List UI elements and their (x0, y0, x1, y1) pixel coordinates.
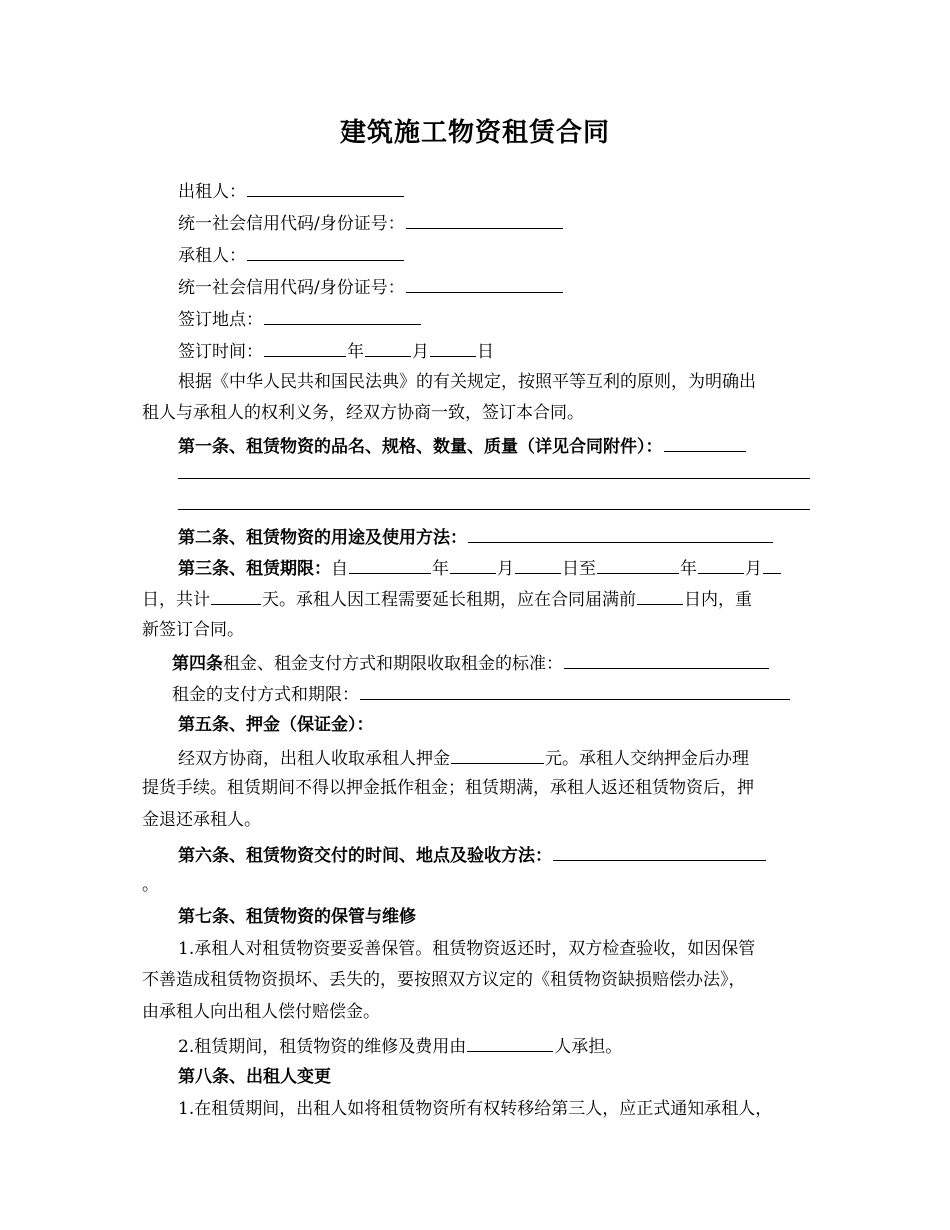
article-5-line-1 (178, 745, 749, 771)
extension-text: 天。承租人因工程需要延长租期，应在合同届满前 (262, 590, 636, 610)
start-year-blank[interactable] (349, 555, 431, 574)
sign-month-blank[interactable] (365, 338, 411, 357)
article-3-line-3: 新签订合同。 (142, 620, 244, 640)
maintenance-party-blank[interactable] (467, 1033, 553, 1052)
start-month-blank[interactable] (450, 555, 496, 574)
sign-time-line (178, 338, 494, 364)
article-4-line-1 (172, 650, 770, 676)
article-5-line-3: 金退还承租人。 (142, 810, 261, 830)
article-8-heading: 第八条、出租人变更 (178, 1067, 331, 1087)
total-label: 日，共计 (142, 590, 210, 610)
lessee-id-line (178, 274, 564, 300)
sign-place-blank[interactable] (264, 306, 421, 325)
rent-standard-blank[interactable] (564, 650, 769, 669)
from-label: 自 (331, 559, 348, 579)
article-6-end: 。 (142, 875, 159, 895)
article-4-heading: 第四条 (172, 654, 223, 674)
deposit-text: 经双方协商，出租人收取承租人押金 (178, 749, 450, 769)
sign-place-label: 签订地点： (178, 310, 263, 330)
deposit-amount-blank[interactable] (451, 745, 544, 764)
maintenance-text: 2.租赁期间，租赁物资的维修及费用由 (178, 1037, 467, 1057)
year-label: 年 (432, 559, 449, 579)
article-2-blank[interactable] (468, 524, 773, 543)
deposit-text-2: 元。承租人交纳押金后办理 (545, 749, 749, 769)
article-2-heading: 第二条、租赁物资的用途及使用方法： (178, 528, 467, 548)
article-7-item-1-line-1: 1.承租人对租赁物资要妥善保管。租赁物资返还时，双方检查验收，如因保管 (178, 939, 756, 959)
lessor-label: 出租人： (178, 182, 246, 202)
day-label: 日 (477, 342, 494, 362)
lessee-line (178, 242, 405, 268)
maintenance-text-2: 人承担。 (554, 1037, 623, 1057)
article-3-line-2 (142, 586, 752, 612)
article-1-blank[interactable] (664, 433, 746, 452)
to-label: 日至 (562, 559, 596, 579)
article-1-blank-line-2[interactable] (178, 478, 810, 479)
year-label: 年 (347, 342, 364, 362)
end-day-blank[interactable] (763, 555, 781, 574)
end-year-blank[interactable] (597, 555, 679, 574)
article-8-item-1: 1.在租赁期间，出租人如将租赁物资所有权转移给第三人，应正式通知承租人， (178, 1099, 773, 1119)
article-3-line-1 (178, 555, 782, 581)
extension-days-blank[interactable] (637, 586, 683, 605)
start-day-blank[interactable] (515, 555, 561, 574)
lessee-id-label: 统一社会信用代码/身份证号： (178, 278, 405, 298)
sign-time-label: 签订时间： (178, 342, 263, 362)
article-7-item-1-line-3: 由承租人向出租人偿付赔偿金。 (142, 1002, 380, 1022)
lessor-blank[interactable] (247, 178, 404, 197)
article-7-item-2 (178, 1033, 622, 1059)
article-6-heading: 第六条、租赁物资交付的时间、地点及验收方法： (178, 846, 552, 866)
contract-title: 建筑施工物资租赁合同 (339, 118, 610, 148)
year-label: 年 (680, 559, 697, 579)
lessee-blank[interactable] (247, 242, 404, 261)
intro-line-1: 根据《中华人民共和国民法典》的有关规定，按照平等互利的原则，为明确出 (178, 372, 756, 392)
sign-year-blank[interactable] (264, 338, 346, 357)
article-1-line (178, 433, 747, 459)
month-label: 月 (497, 559, 514, 579)
article-6-line (178, 842, 767, 868)
sign-day-blank[interactable] (430, 338, 476, 357)
article-3-heading: 第三条、租赁期限： (178, 559, 331, 579)
article-4-text: 租金、租金支付方式和期限收取租金的标准： (223, 654, 563, 674)
payment-method-blank[interactable] (360, 681, 790, 700)
article-7-heading: 第七条、租赁物资的保管与维修 (178, 907, 416, 927)
article-1-blank-line-3[interactable] (178, 509, 810, 510)
payment-method-label: 租金的支付方式和期限： (172, 685, 359, 705)
month-label: 月 (745, 559, 762, 579)
lessor-id-line (178, 210, 564, 236)
article-2-line (178, 524, 774, 550)
article-1-heading: 第一条、租赁物资的品名、规格、数量、质量（详见合同附件）： (178, 437, 663, 457)
lessor-id-label: 统一社会信用代码/身份证号： (178, 214, 405, 234)
article-5-heading: 第五条、押金（保证金）： (178, 715, 374, 735)
lessor-id-blank[interactable] (406, 210, 563, 229)
within-days-text: 日内，重 (684, 590, 752, 610)
article-7-item-1-line-2: 不善造成租赁物资损坏、丢失的，要按照双方议定的《租赁物资缺损赔偿办法》， (142, 970, 746, 990)
lessee-label: 承租人： (178, 246, 246, 266)
intro-line-2: 租人与承租人的权利义务，经双方协商一致，签订本合同。 (142, 403, 584, 423)
article-4-line-2 (172, 681, 791, 707)
sign-place-line (178, 306, 422, 332)
article-5-line-2: 提货手续。租赁期间不得以押金抵作租金；租赁期满，承租人返还租赁物资后，押 (142, 778, 754, 798)
lessee-id-blank[interactable] (406, 274, 563, 293)
month-label: 月 (412, 342, 429, 362)
delivery-blank[interactable] (553, 842, 766, 861)
lessor-line (178, 178, 405, 204)
total-days-blank[interactable] (211, 586, 261, 605)
end-month-blank[interactable] (698, 555, 744, 574)
